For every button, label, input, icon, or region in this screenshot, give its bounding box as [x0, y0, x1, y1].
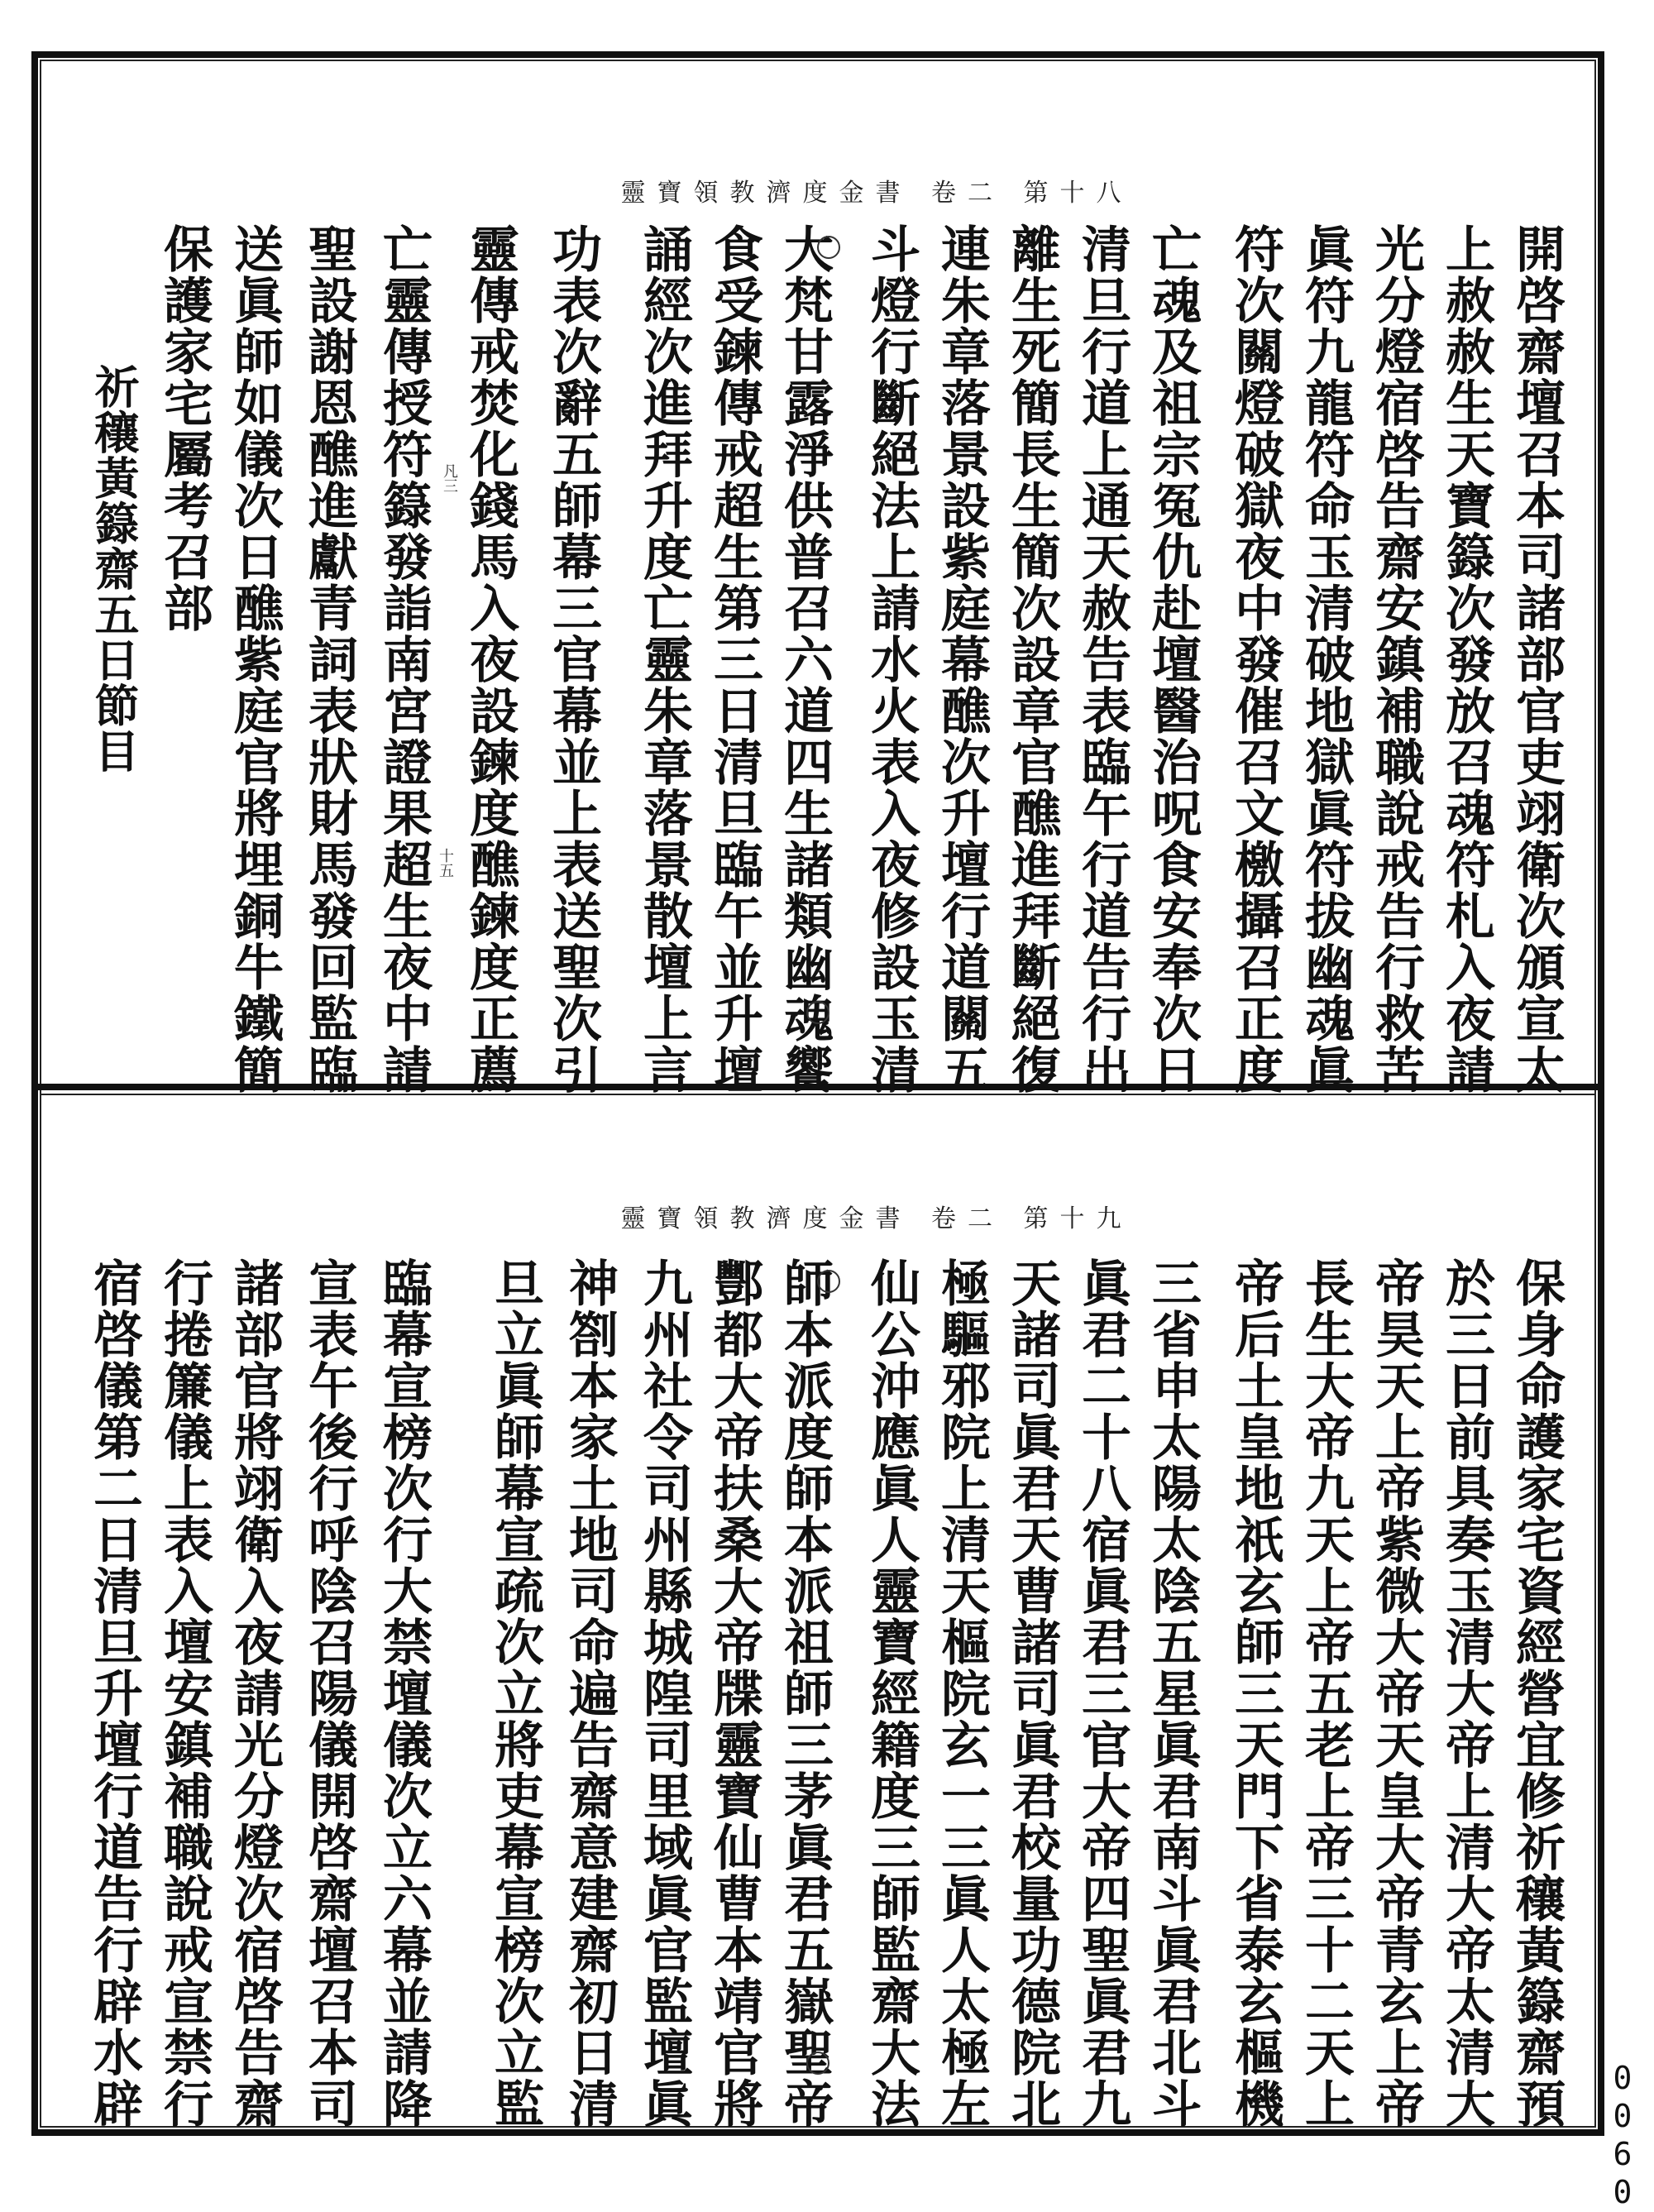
text-column: 開啓齋壇召本司諸部官吏翊衛次頒宣太 [1508, 223, 1566, 1095]
text-column: 旦立眞師幕宣疏次立將吏幕宣榜次立監 [486, 1257, 544, 2129]
punctuation-circle [817, 1270, 840, 1293]
punctuation-circle [806, 1001, 829, 1024]
marginal-mark: 十五 [437, 848, 454, 878]
text-column: 功表次辭五師幕三官幕並上表送聖次引 [544, 223, 602, 1095]
text-column: 宿啓儀第二日清旦升壇行道告行辟水辟 [85, 1257, 143, 2129]
text-column: 眞君二十八宿眞君三官大帝四聖眞君九 [1073, 1257, 1131, 2129]
text-column: 上赦赦生天寶籙次發放召魂符札入夜請 [1437, 223, 1495, 1095]
text-column: 連朱章落景設紫庭幕醮次升壇行道關五 [933, 223, 991, 1095]
text-column: 神劄本家土地司命遍告齋意建齋初日清 [561, 1257, 619, 2129]
text-column: 行捲簾儀上表入壇安鎮補職說戒宣禁行 [155, 1257, 213, 2129]
text-column: 送眞師如儀次日醮紫庭官將埋銅牛鐵簡 [226, 223, 284, 1095]
text-column: 誦經次進拜升度亡靈朱章落景散壇上言 [635, 223, 693, 1095]
page-number: 0060 [1604, 2060, 1641, 2212]
text-column: 保護家宅屬考召部 [155, 223, 213, 634]
punctuation-circle [817, 236, 840, 259]
text-column: 保身命護家宅資經營宜修祈穰黃籙齋預 [1508, 1257, 1566, 2129]
text-column: 大梵甘露淨供普召六道四生諸類幽魂饗 [776, 223, 834, 1095]
text-column: 九州社令司州縣城隍司里域眞官監壇眞 [635, 1257, 693, 2129]
marginal-mark: 凡三 [441, 463, 458, 493]
section-heading: 祈穰黃籙齋五日節目 [88, 364, 141, 773]
text-column: 亡靈傳授符籙發詣南宮證果超生夜中請 [375, 223, 433, 1095]
text-column: 仙公沖應眞人靈寶經籍度三師監齋大法 [863, 1257, 920, 2129]
text-column: 靈傳戒焚化錢馬入夜設鍊度醮鍊度正薦 [461, 223, 519, 1095]
text-column: 臨幕宣榜次行大禁壇儀次立六幕並請降 [375, 1257, 433, 2129]
text-column: 極驅邪院上清天樞院玄一三眞人太極左 [933, 1257, 991, 2129]
text-column: 帝后土皇地祇玄師三天門下省泰玄樞機 [1226, 1257, 1284, 2129]
text-column: 宣表午後行呼陰召陽儀開啓齋壇召本司 [300, 1257, 358, 2129]
text-column: 斗燈行斷絕法上請水火表入夜修設玉清 [863, 223, 920, 1095]
text-column: 眞符九龍符命玉清破地獄眞符拔幽魂眞 [1297, 223, 1355, 1095]
text-column: 帝昊天上帝紫微大帝天皇大帝青玄上帝 [1367, 1257, 1425, 2129]
top-running-head: 靈寶領教濟度金書 卷二 第十八 [620, 179, 1133, 208]
text-column: 離生死簡長生簡次設章官醮進拜斷絕復 [1003, 223, 1061, 1095]
text-column: 光分燈宿啓告齋安鎮補職說戒告行救苦 [1367, 223, 1425, 1095]
text-column: 食受鍊傳戒超生第三日清旦臨午並升壇 [705, 223, 763, 1095]
text-column: 酆都大帝扶桑大帝牒靈寶仙曹本靖官將 [705, 1257, 763, 2129]
text-column: 師本派度師本派祖師三茅眞君五嶽聖帝 [776, 1257, 834, 2129]
bottom-running-head: 靈寶領教濟度金書 卷二 第十九 [620, 1204, 1133, 1233]
text-column: 符次關燈破獄夜中發催召文檄攝召正度 [1226, 223, 1284, 1095]
text-column: 諸部官將翊衛入夜請光分燈次宿啓告齋 [226, 1257, 284, 2129]
text-column: 聖設謝恩醮進獻青詞表狀財馬發回監臨 [300, 223, 358, 1095]
text-column: 亡魂及祖宗冤仇赴壇醫治呪食安奉次日 [1144, 223, 1202, 1095]
text-column: 天諸司眞君天曹諸司眞君校量功德院北 [1003, 1257, 1061, 2129]
punctuation-circle [806, 2052, 829, 2075]
text-column: 長生大帝九天上帝五老上帝三十二天上 [1297, 1257, 1355, 2129]
text-column: 清旦行道上通天赦告表臨午行道告行出 [1073, 223, 1131, 1095]
text-column: 三省申太陽太陰五星眞君南斗眞君北斗 [1144, 1257, 1202, 2129]
text-column: 於三日前具奏玉清大帝上清大帝太清大 [1437, 1257, 1495, 2129]
